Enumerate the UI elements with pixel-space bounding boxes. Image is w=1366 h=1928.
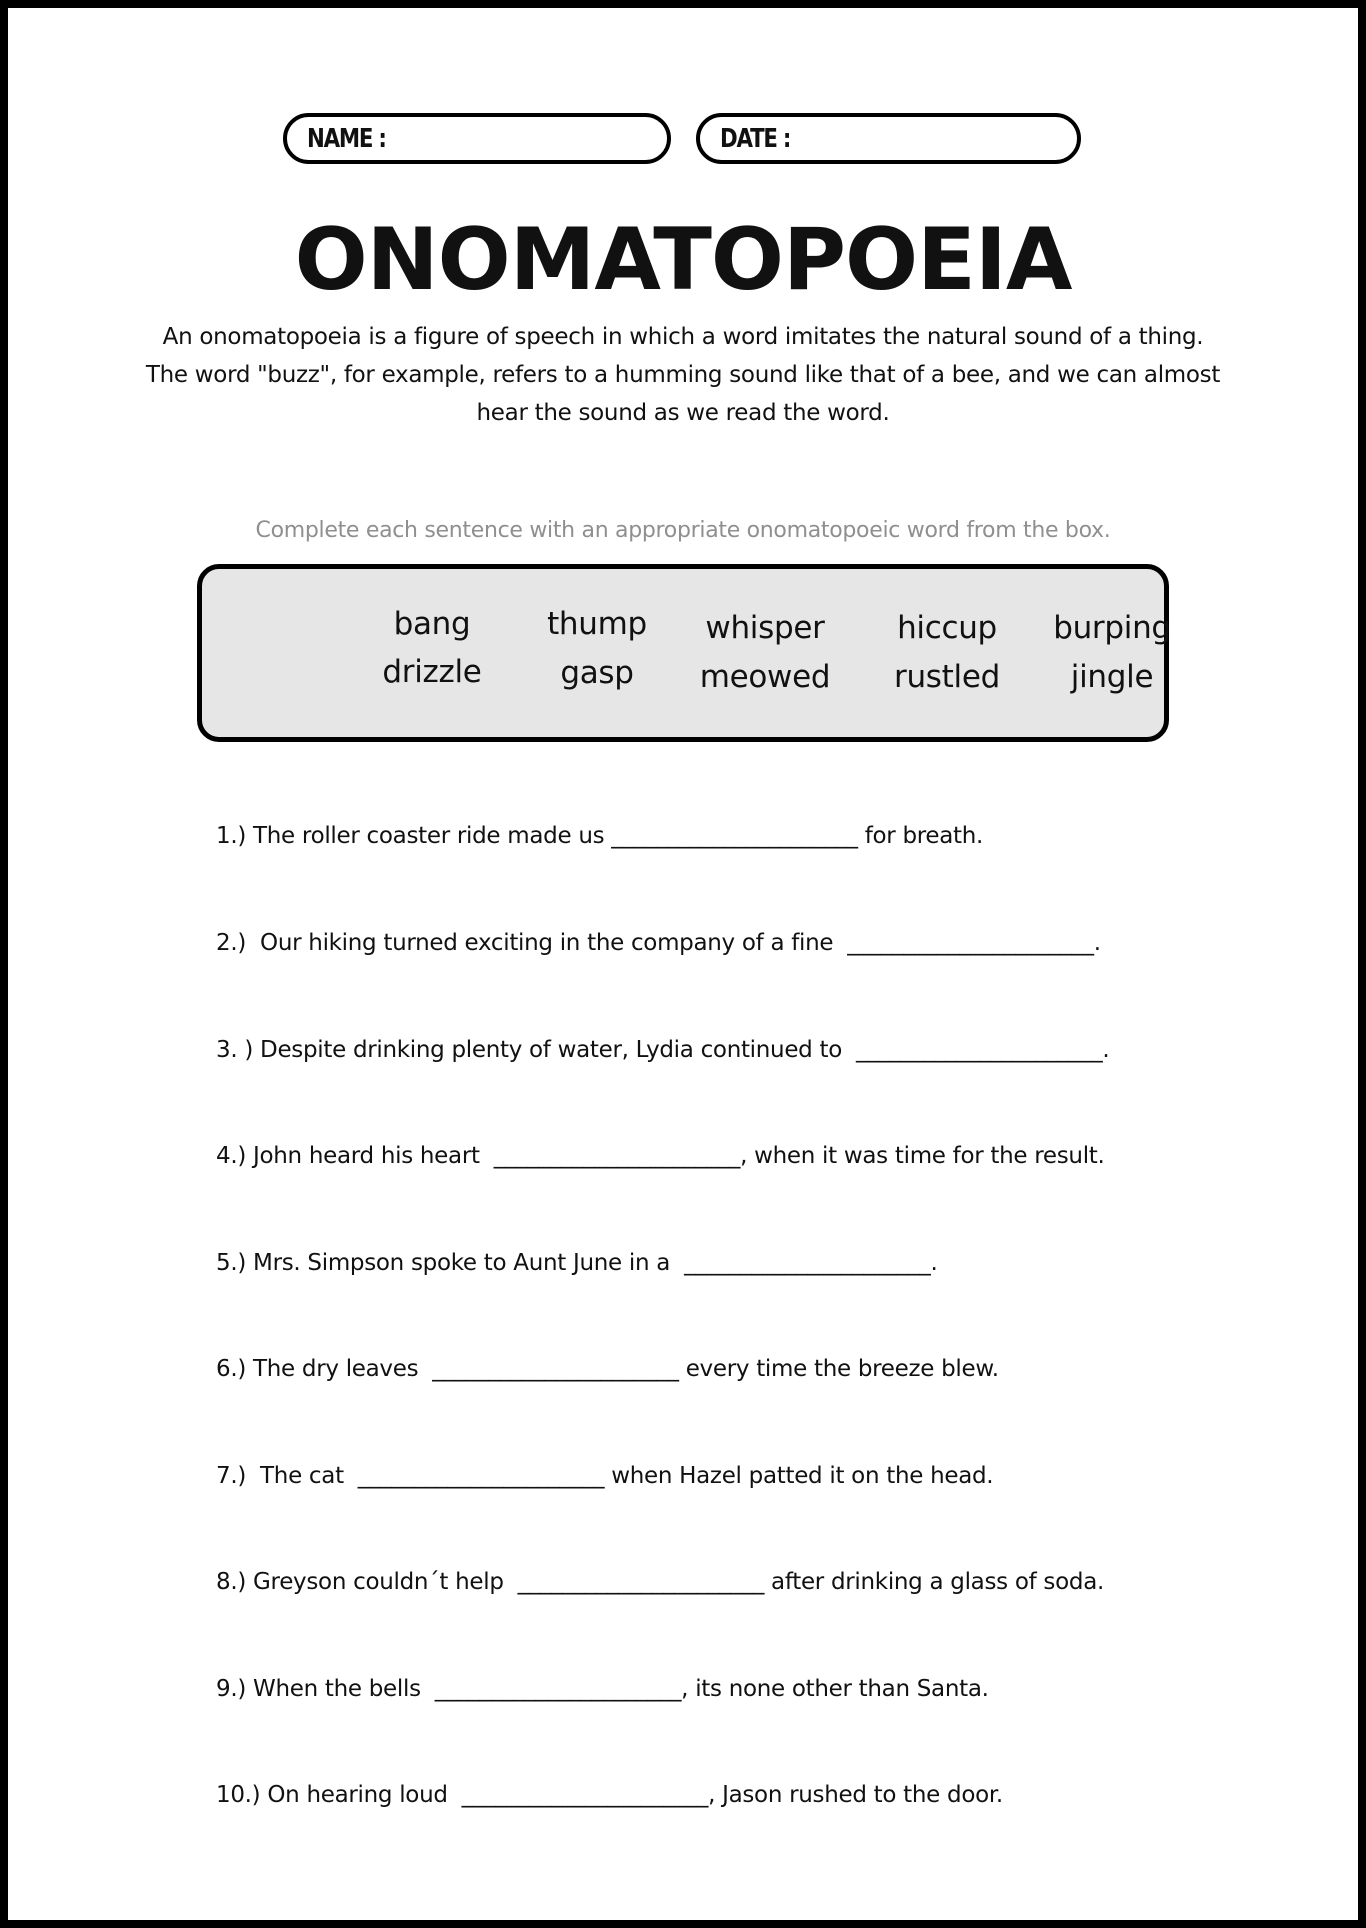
name-field[interactable] [283, 113, 671, 164]
intro-line-1: An onomatopoeia is a figure of speech in which a word imitates the natural sound of a thing. [162, 324, 1204, 350]
date-field[interactable] [696, 113, 1081, 164]
name-label: NAME : [307, 124, 386, 154]
word-item: thump [547, 606, 647, 642]
word-item: whisper [705, 610, 825, 646]
question-6[interactable]: 6.) The dry leaves ______________________ every time the breeze blew. [216, 1356, 999, 1382]
question-8[interactable]: 8.) Greyson couldn´t help ______________________ after drinking a glass of soda. [216, 1569, 1104, 1595]
question-9[interactable]: 9.) When the bells ______________________, its none other than Santa. [216, 1676, 989, 1702]
word-item: bang [393, 606, 471, 642]
date-label: DATE : [720, 124, 791, 154]
question-1[interactable]: 1.) The roller coaster ride made us ______________________ for breath. [216, 823, 984, 849]
question-2[interactable]: 2.) Our hiking turned exciting in the company of a fine ______________________. [216, 930, 1101, 956]
word-item: drizzle [382, 654, 482, 690]
word-item: burping [1053, 610, 1171, 646]
intro-paragraph [120, 318, 1246, 432]
intro-line-3: hear the sound as we read the word. [476, 400, 890, 426]
word-item: meowed [699, 659, 831, 695]
question-3[interactable]: 3. ) Despite drinking plenty of water, Lydia continued to ______________________. [216, 1037, 1110, 1063]
question-5[interactable]: 5.) Mrs. Simpson spoke to Aunt June in a ______________________. [216, 1250, 938, 1276]
word-item: rustled [894, 659, 1000, 695]
question-10[interactable]: 10.) On hearing loud ______________________, Jason rushed to the door. [216, 1782, 1003, 1808]
intro-line-2: The word "buzz", for example, refers to a humming sound like that of a bee, and we can almost [145, 362, 1221, 388]
instruction-text: Complete each sentence with an appropriate onomatopoeic word from the box. [255, 518, 1111, 543]
worksheet-title: ONOMATOPOEIA [294, 210, 1072, 310]
word-item: jingle [1070, 659, 1154, 695]
question-4[interactable]: 4.) John heard his heart ______________________, when it was time for the result. [216, 1143, 1105, 1169]
question-7[interactable]: 7.) The cat ______________________ when Hazel patted it on the head. [216, 1463, 994, 1489]
word-bank-box [197, 564, 1169, 742]
word-item: hiccup [897, 610, 997, 646]
word-item: gasp [560, 655, 634, 691]
